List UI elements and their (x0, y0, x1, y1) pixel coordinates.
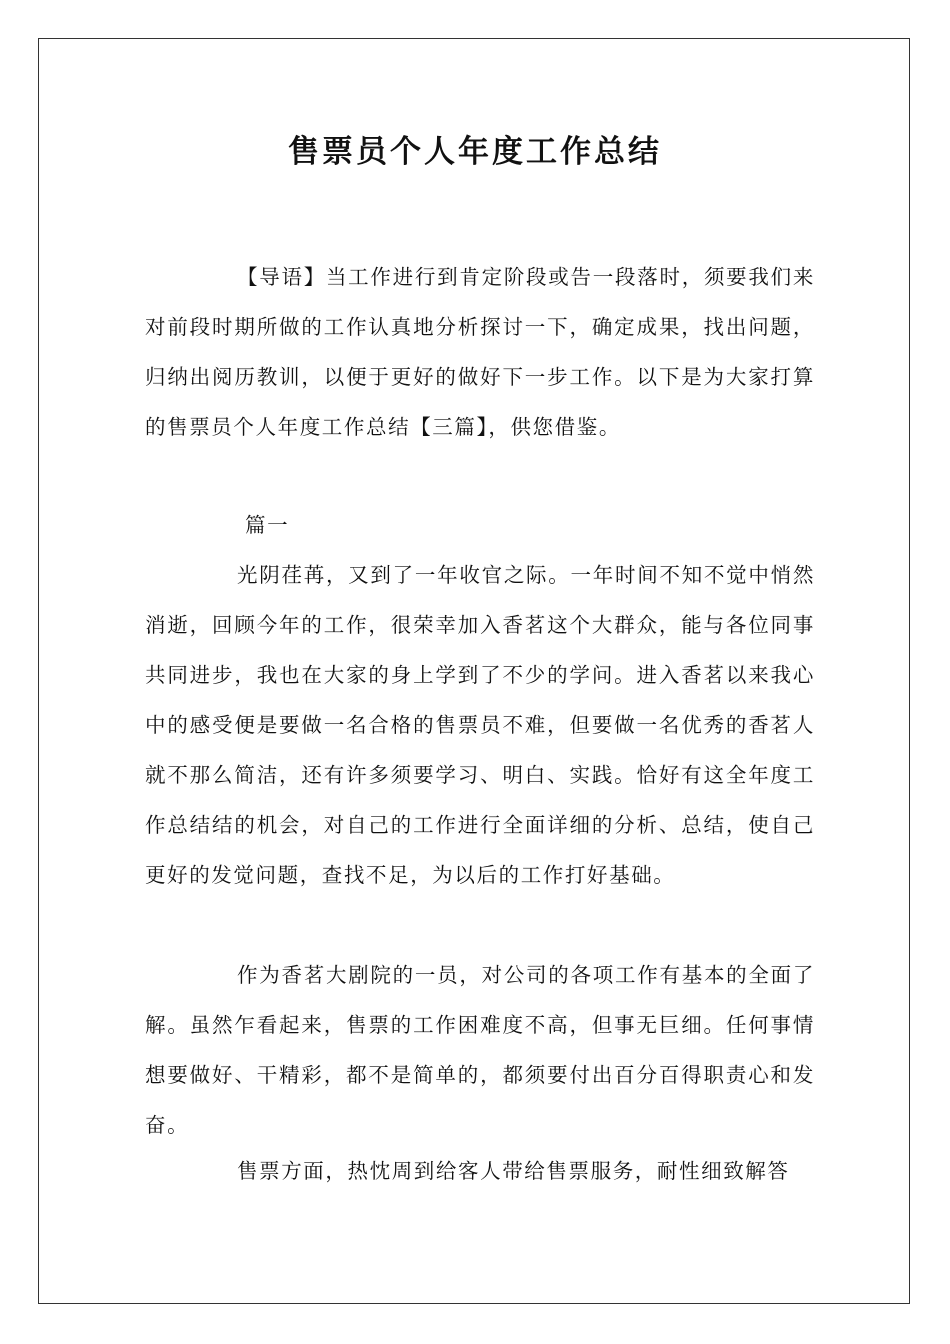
body-paragraph-2: 作为香茗大剧院的一员，对公司的各项工作有基本的全面了解。虽然乍看起来，售票的工作困难度不高，但事无巨细。任何事情想要做好、干精彩，都不是简单的，都须要付出百分百得职责心和发奋。 (145, 963, 815, 1137)
section-heading: 篇一 (245, 513, 290, 537)
intro-paragraph: 【导语】当工作进行到肯定阶段或告一段落时，须要我们来对前段时期所做的工作认真地分析探讨一下，确定成果，找出问题，归纳出阅历教训，以便于更好的做好下一步工作。以下是为大家打算的售票员个人年度工作总结【三篇】，供您借鉴。 (145, 265, 815, 439)
document-title: 售票员个人年度工作总结 (288, 134, 662, 170)
body-paragraph-1: 光阴荏苒，又到了一年收官之际。一年时间不知不觉中悄然消逝，回顾今年的工作，很荣幸加入香茗这个大群众，能与各位同事共同进步，我也在大家的身上学到了不少的学问。进入香茗以来我心中的感受便是要做一名合格的售票员不难，但要做一名优秀的香茗人就不那么简洁，还有许多须要学习、明白、实践。恰好有这全年度工作总结结的机会，对自己的工作进行全面详细的分析、总结，使自己更好的发觉问题，查找不足，为以后的工作打好基础。 (145, 563, 815, 887)
body-paragraph-3: 售票方面，热忱周到给客人带给售票服务，耐性细致解答 (237, 1159, 790, 1183)
